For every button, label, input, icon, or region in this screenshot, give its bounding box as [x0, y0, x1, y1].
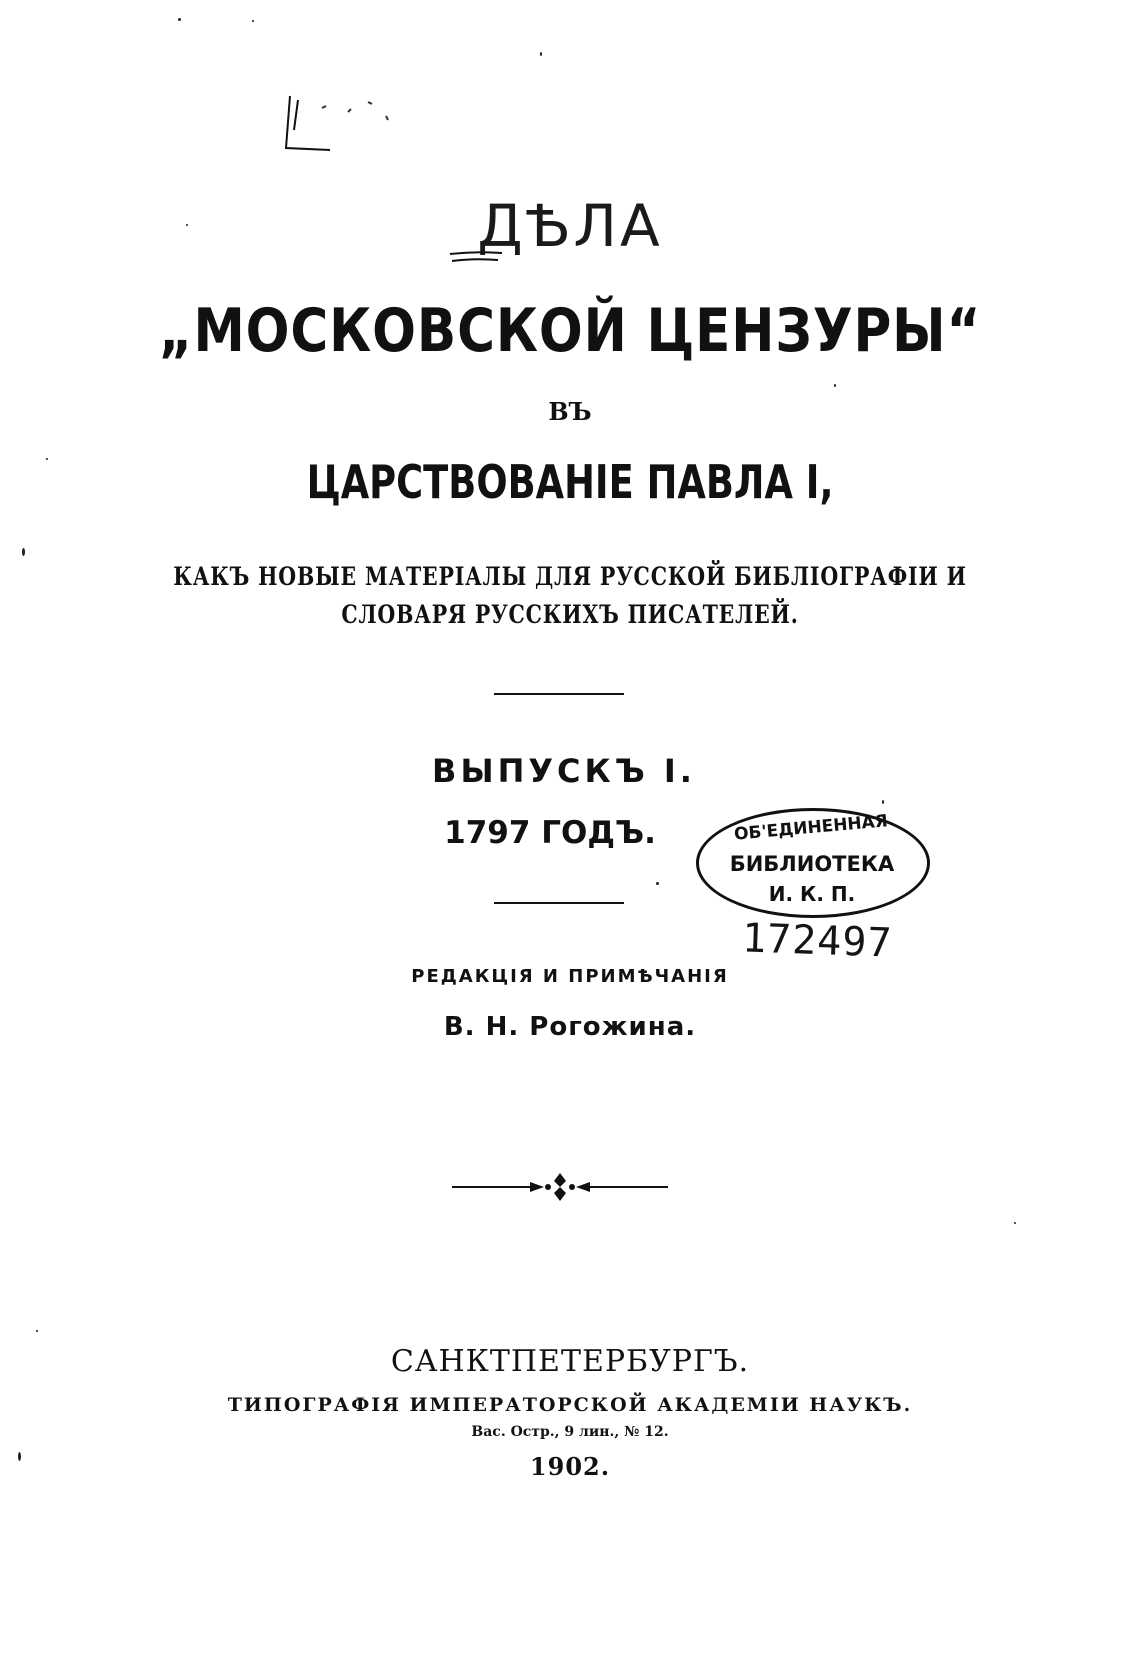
scan-speck: [882, 800, 884, 804]
imprint-press: ТИПОГРАФІЯ ИМПЕРАТОРСКОЙ АКАДЕМІИ НАУКЪ.: [227, 1394, 913, 1416]
scan-speck: [834, 384, 836, 387]
divider-rule: [494, 902, 624, 904]
scan-speck: [36, 1330, 38, 1332]
issue-year: 1797 ГОДЪ.: [444, 815, 656, 851]
imprint-city: САНКТПЕТЕРБУРГЪ.: [390, 1344, 750, 1379]
imprint-address: Вас. Остр., 9 лин., № 12.: [471, 1424, 669, 1440]
stamp-line-3: И. К. П.: [768, 882, 856, 906]
handwritten-mark: [282, 90, 402, 160]
library-stamp: [696, 808, 932, 918]
ornament-divider: [452, 1170, 668, 1204]
divider-rule: [494, 693, 624, 695]
stamp-line-1: ОБ'ЕДИНЕННАЯ: [733, 811, 889, 845]
title-line-2: „МОСКОВСКОЙ ЦЕНЗУРЫ“: [158, 296, 982, 366]
title-connector: ВЪ: [548, 397, 592, 426]
scan-speck: [656, 882, 659, 885]
issue-label: ВЫПУСКЪ I.: [432, 752, 696, 790]
scan-speck: [252, 20, 254, 22]
imprint-year: 1902.: [529, 1452, 611, 1481]
scan-speck: [1014, 1222, 1016, 1224]
accession-number: 172497: [741, 915, 894, 967]
scan-speck: [186, 224, 188, 226]
editorial-label: РЕДАКЦІЯ И ПРИМѢЧАНІЯ: [411, 966, 729, 987]
scan-speck: [540, 52, 542, 56]
scan-speck: [22, 548, 25, 556]
scan-speck: [18, 1452, 21, 1461]
scan-speck: [46, 458, 48, 460]
editor-name: В. Н. Рогожина.: [443, 1012, 697, 1042]
stamp-line-2: БИБЛИОТЕКА: [729, 852, 895, 876]
scan-speck: [178, 18, 181, 21]
title-line-1: ДѢЛА: [477, 192, 663, 260]
title-underline-mark: [448, 250, 504, 264]
subtitle-line-1: КАКЪ НОВЫЕ МАТЕРІАЛЫ ДЛЯ РУССКОЙ БИБЛІОГРАФІИ И: [173, 562, 967, 591]
subtitle-line-2: СЛОВАРЯ РУССКИХЪ ПИСАТЕЛЕЙ.: [341, 600, 799, 629]
title-line-3: ЦАРСТВОВАНІЕ ПАВЛА I,: [306, 455, 834, 509]
